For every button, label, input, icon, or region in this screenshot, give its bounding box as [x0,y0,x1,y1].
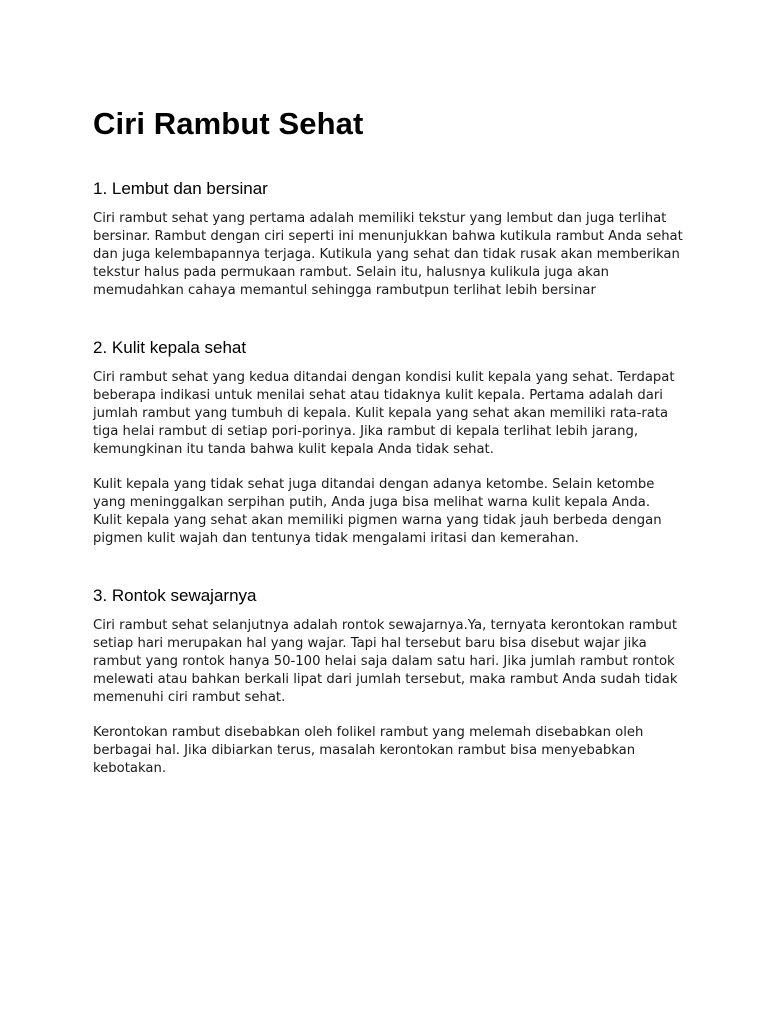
section-rontok-sewajarnya [93,585,683,778]
paragraph: Kulit kepala yang tidak sehat juga ditandai dengan adanya ketombe. Selain ketombe yang meninggalkan serpihan putih, Anda juga bisa melihat warna kulit kepala Anda. Kulit kepala yang sehat akan memiliki pigmen warna yang tidak jauh berbeda dengan pigmen kulit wajah dan tentunya tidak mengalami iritasi dan kemerahan. [93,477,662,546]
section-heading: 3. Rontok sewajarnya [93,586,257,605]
paragraph: Ciri rambut sehat selanjutnya adalah rontok sewajarnya.Ya, ternyata kerontokan rambut setiap hari merupakan hal yang wajar. Tapi hal tersebut baru bisa disebut wajar jika rambut yang rontok hanya 50-100 helai saja dalam satu hari. Jika jumlah rambut rontok melewati atau bahkan berkali lipat dari jumlah tersebut, maka rambut Anda sudah tidak memenuhi ciri rambut sehat. [93,618,678,705]
paragraph: Kerontokan rambut disebabkan oleh folikel rambut yang melemah disebabkan oleh berbagai hal. Jika dibiarkan terus, masalah kerontokan rambut bisa menyebabkan kebotakan. [93,725,644,776]
section-heading: 1. Lembut dan bersinar [93,179,268,198]
paragraph: Ciri rambut sehat yang pertama adalah memiliki tekstur yang lembut dan juga terlihat bersinar. Rambut dengan ciri seperti ini menunjukkan bahwa kutikula rambut Anda sehat dan juga kelembapannya terjaga. Kutikula yang sehat dan tidak rusak akan memberikan tekstur halus pada permukaan rambut. Selain itu, halusnya kulikula juga akan memudahkan cahaya memantul sehingga rambutpun terlihat lebih bersinar [93,211,683,298]
document-page [93,104,683,778]
document-title: Ciri Rambut Sehat [93,106,364,141]
section-heading: 2. Kulit kepala sehat [93,338,247,357]
section-kulit-kepala-sehat [93,337,683,548]
section-lembut-dan-bersinar [93,178,683,300]
paragraph: Ciri rambut sehat yang kedua ditandai dengan kondisi kulit kepala yang sehat. Terdapat beberapa indikasi untuk menilai sehat atau tidaknya kulit kepala. Pertama adalah dari jumlah rambut yang tumbuh di kepala. Kulit kepala yang sehat akan memiliki rata-rata tiga helai rambut di setiap pori-porinya. Jika rambut di kepala terlihat lebih jarang, kemungkinan itu tanda bahwa kulit kepala Anda tidak sehat. [93,370,675,457]
